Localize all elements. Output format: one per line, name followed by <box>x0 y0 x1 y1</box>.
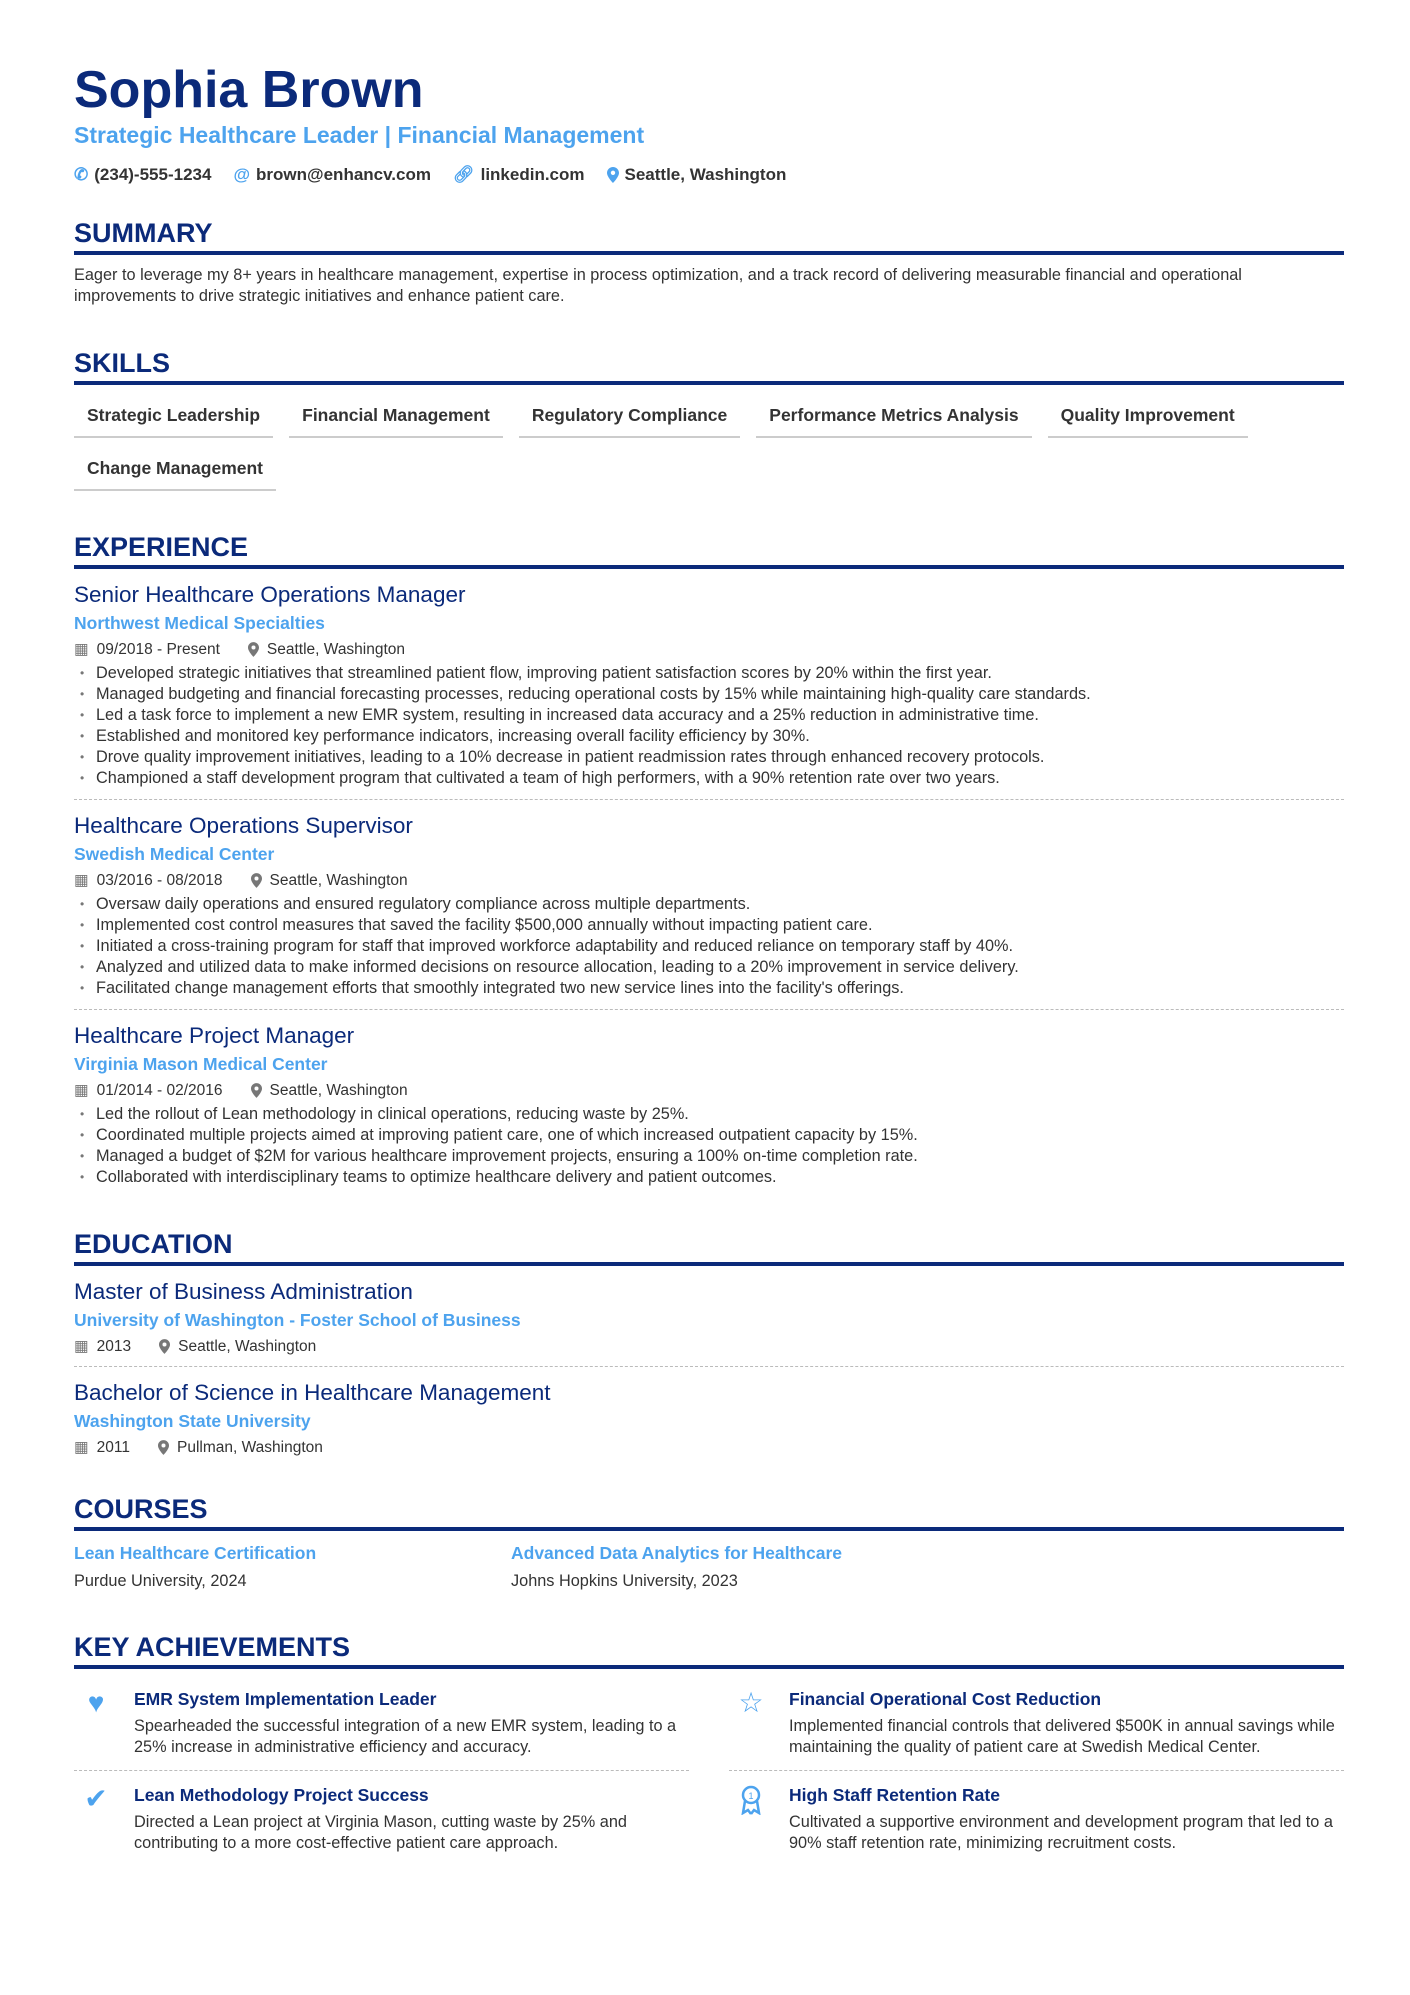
job-title: Senior Healthcare Operations Manager <box>74 582 466 607</box>
section-title: KEY ACHIEVEMENTS <box>74 1631 1344 1669</box>
achievement-title: EMR System Implementation Leader <box>134 1689 437 1709</box>
phone-icon: ✆ <box>74 165 89 184</box>
achievement-item <box>74 1771 689 1866</box>
achievement-text: Cultivated a supportive environment and development program that led to a 90% staff retention rate, minimizing recruitment costs. <box>789 1813 1333 1852</box>
calendar-icon: ▦ <box>74 1338 89 1355</box>
company-name: Northwest Medical Specialties <box>74 613 325 633</box>
job-bullet: • Initiated a cross-training program for staff that improved workforce adaptability and reduced reliance on temporary staff by 40%. <box>74 936 1344 957</box>
summary-section <box>74 217 1344 307</box>
calendar-icon: ▦ <box>74 1439 89 1456</box>
achievement-item <box>729 1675 1344 1771</box>
edu-location: Pullman, Washington <box>177 1438 323 1456</box>
job-dates: 01/2014 - 02/2016 <box>96 1081 223 1099</box>
heart-icon: ♥ <box>87 1687 105 1718</box>
experience-section <box>74 531 1344 1198</box>
job-bullet: • Oversaw daily operations and ensured regulatory compliance across multiple departments. <box>74 894 1344 915</box>
achievement-item <box>74 1675 689 1771</box>
header <box>74 60 1344 185</box>
skill-tag: Performance Metrics Analysis <box>756 399 1031 438</box>
calendar-icon: ▦ <box>74 1082 89 1099</box>
section-title: SUMMARY <box>74 217 1344 255</box>
edu-year: 2011 <box>96 1438 130 1456</box>
degree: Bachelor of Science in Healthcare Management <box>74 1380 551 1405</box>
edu-year: 2013 <box>96 1337 132 1355</box>
skill-tag: Change Management <box>74 452 276 491</box>
job-location: Seattle, Washington <box>269 871 408 889</box>
check-icon: ✔ <box>84 1783 108 1814</box>
summary-text: Eager to leverage my 8+ years in healthcare management, expertise in process optimization, and a track record of delivering measurable financial and operational improvements to drive strategic initiatives and enhance patient care. <box>74 266 1242 305</box>
education-entry <box>74 1367 1344 1467</box>
job-entry <box>74 800 1344 1010</box>
job-bullet: • Drove quality improvement initiatives, leading to a 10% decrease in patient readmission rates through enhanced recovery protocols. <box>74 747 1344 768</box>
company-name: Swedish Medical Center <box>74 844 275 864</box>
job-entry <box>74 1010 1344 1198</box>
section-title: EXPERIENCE <box>74 531 1344 569</box>
star-icon: ☆ <box>738 1687 764 1718</box>
phone: (234)-555-1234 <box>94 165 212 184</box>
job-bullet: • Led a task force to implement a new EMR system, resulting in increased data accuracy and a 25% reduction in administrative time. <box>74 705 1344 726</box>
candidate-subtitle: Strategic Healthcare Leader | Financial Management <box>74 122 645 148</box>
linkedin-link[interactable]: linkedin.com <box>480 165 585 184</box>
job-dates: 03/2016 - 08/2018 <box>96 871 223 889</box>
candidate-name: Sophia Brown <box>74 61 424 119</box>
job-title: Healthcare Project Manager <box>74 1023 355 1048</box>
achievement-title: Lean Methodology Project Success <box>134 1785 429 1805</box>
job-bullet: • Coordinated multiple projects aimed at improving patient care, one of which increased outpatient capacity by 15%. <box>74 1125 1344 1146</box>
achievement-text: Directed a Lean project at Virginia Mason, cutting waste by 25% and contributing to a more cost-effective patient care approach. <box>134 1813 627 1852</box>
job-bullet: • Managed a budget of $2M for various healthcare improvement projects, ensuring a 100% on-time completion rate. <box>74 1146 1344 1167</box>
achievement-text: Spearheaded the successful integration of a new EMR system, leading to a 25% increase in administrative efficiency and accuracy. <box>134 1717 677 1756</box>
skill-tag: Financial Management <box>289 399 503 438</box>
education-entry <box>74 1266 1344 1367</box>
job-bullet: • Led the rollout of Lean methodology in clinical operations, reducing waste by 25%. <box>74 1104 1344 1125</box>
course-title: Lean Healthcare Certification <box>74 1543 317 1563</box>
job-bullet: • Championed a staff development program that cultivated a team of high performers, with a 90% retention rate over two years. <box>74 768 1344 789</box>
course-item <box>511 1543 948 1591</box>
location-pin-icon <box>607 167 619 183</box>
job-location: Seattle, Washington <box>266 640 406 658</box>
degree: Master of Business Administration <box>74 1279 413 1304</box>
skill-tag: Strategic Leadership <box>74 399 273 438</box>
job-bullet: • Developed strategic initiatives that streamlined patient flow, improving patient satisfaction scores by 20% within the first year. <box>74 663 1344 684</box>
job-bullet: • Facilitated change management efforts that smoothly integrated two new service lines into the facility's offerings. <box>74 978 1344 999</box>
achievements-section <box>74 1631 1344 1866</box>
school: Washington State University <box>74 1411 311 1431</box>
skills-section <box>74 347 1344 491</box>
course-item <box>74 1543 511 1591</box>
job-entry <box>74 569 1344 800</box>
location-pin-icon <box>159 1339 170 1354</box>
courses-section <box>74 1493 1344 1591</box>
skill-tag: Quality Improvement <box>1048 399 1248 438</box>
calendar-icon: ▦ <box>74 641 89 658</box>
location: Seattle, Washington <box>624 165 787 184</box>
course-source: Johns Hopkins University, 2023 <box>511 1572 738 1590</box>
education-section <box>74 1228 1344 1467</box>
link-icon: 🔗︎ <box>453 165 475 184</box>
job-bullet: • Implemented cost control measures that saved the facility $500,000 annually without impacting patient care. <box>74 915 1344 936</box>
award-icon <box>733 1785 769 1854</box>
job-bullet: • Established and monitored key performance indicators, increasing overall facility efficiency by 30%. <box>74 726 1344 747</box>
location-pin-icon <box>251 873 262 888</box>
job-bullet: • Managed budgeting and financial forecasting processes, reducing operational costs by 15% while maintaining high-quality care standards. <box>74 684 1344 705</box>
course-title: Advanced Data Analytics for Healthcare <box>511 1543 842 1563</box>
section-title: SKILLS <box>74 347 1344 385</box>
job-dates: 09/2018 - Present <box>96 640 220 658</box>
calendar-icon: ▦ <box>74 872 89 889</box>
company-name: Virginia Mason Medical Center <box>74 1054 328 1074</box>
location-pin-icon <box>248 642 259 657</box>
job-location: Seattle, Washington <box>269 1081 408 1099</box>
email[interactable]: brown@enhancv.com <box>256 165 431 184</box>
achievement-text: Implemented financial controls that delivered $500K in annual savings while maintaining the quality of patient care at Swedish Medical Center. <box>789 1717 1335 1756</box>
job-bullet: • Analyzed and utilized data to make informed decisions on resource allocation, leading to a 20% improvement in service delivery. <box>74 957 1344 978</box>
achievement-title: Financial Operational Cost Reduction <box>789 1689 1102 1709</box>
contact-info <box>74 165 1344 185</box>
svg-text:1: 1 <box>748 1791 754 1801</box>
section-title: EDUCATION <box>74 1228 1344 1266</box>
achievement-item <box>729 1771 1344 1866</box>
achievement-title: High Staff Retention Rate <box>789 1785 1000 1805</box>
location-pin-icon <box>251 1083 262 1098</box>
section-title: COURSES <box>74 1493 1344 1531</box>
job-title: Healthcare Operations Supervisor <box>74 813 413 838</box>
location-pin-icon <box>158 1440 169 1455</box>
course-source: Purdue University, 2024 <box>74 1572 247 1590</box>
at-icon: @ <box>233 165 251 184</box>
skill-tag: Regulatory Compliance <box>519 399 740 438</box>
school: University of Washington - Foster School of Business <box>74 1310 521 1330</box>
edu-location: Seattle, Washington <box>178 1337 317 1355</box>
job-bullet: • Collaborated with interdisciplinary teams to optimize healthcare delivery and patient outcomes. <box>74 1167 1344 1188</box>
